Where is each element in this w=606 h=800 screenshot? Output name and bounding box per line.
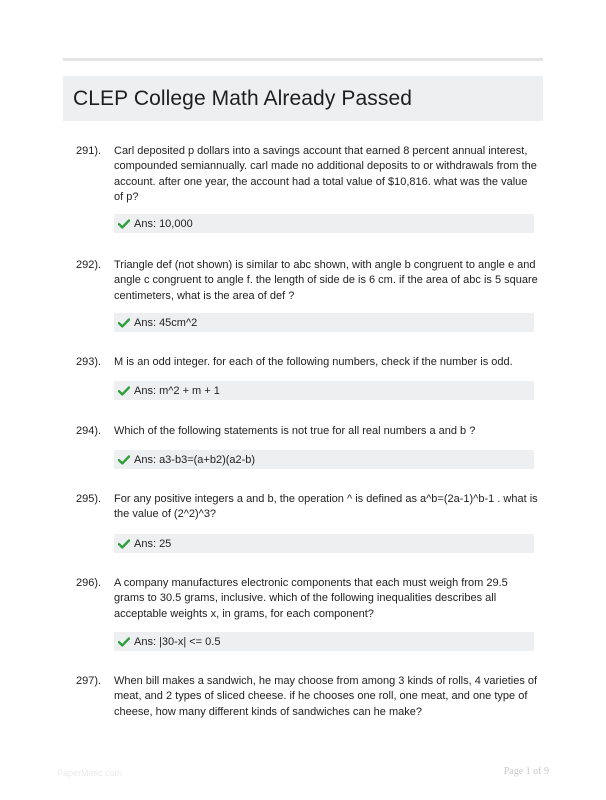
answer-box xyxy=(114,214,534,233)
answer-text: Ans: a3-b3=(a+b2)(a2-b) xyxy=(134,453,256,466)
answer-text: Ans: 10,000 xyxy=(134,217,193,230)
question-number: 295). xyxy=(76,493,102,505)
question-text: Which of the following statements is not true for all real numbers a and b ? xyxy=(114,425,476,437)
question-text: A company manufactures electronic components that each must weigh from 29.5 grams to 30.5 grams, inclusive. which of the following inequalities describes all acceptable weights x, in grams, for each component? xyxy=(114,577,508,620)
question-text: For any positive integers a and b, the operation ^ is defined as a^b=(2a-1)^b-1 . what is the value of (2^2)^3? xyxy=(114,493,538,521)
answer-text: Ans: |30-x| <= 0.5 xyxy=(134,635,221,648)
check-icon xyxy=(118,386,130,396)
answer-box xyxy=(114,450,534,469)
check-icon xyxy=(118,455,130,465)
question-number: 296). xyxy=(76,577,102,589)
check-icon xyxy=(118,539,130,549)
question-text: M is an odd integer. for each of the following numbers, check if the number is odd. xyxy=(114,356,513,368)
title-bar xyxy=(63,76,543,121)
answer-text: Ans: 25 xyxy=(134,537,172,550)
question-text: When bill makes a sandwich, he may choose from among 3 kinds of rolls, 4 varieties of meat, and 2 types of sliced cheese. if he chooses one roll, one meat, and one type of cheese, how many different kinds of sandwiches can he make? xyxy=(114,675,538,718)
answer-text: Ans: 45cm^2 xyxy=(134,316,198,329)
footer-site-watermark: PaperMetic.com xyxy=(57,768,123,778)
question-text: Triangle def (not shown) is similar to abc shown, with angle b congruent to angle e and angle c congruent to angle f. the length of side de is 6 cm. if the area of abc is 5 square centimeters, what is the area of def ? xyxy=(114,259,538,302)
answer-box xyxy=(114,381,534,400)
page-indicator: Page 1 of 9 xyxy=(503,766,549,777)
check-icon xyxy=(118,219,130,229)
answer-text: Ans: m^2 + m + 1 xyxy=(134,384,220,397)
question-number: 292). xyxy=(76,259,102,271)
question-number: 297). xyxy=(76,675,102,687)
top-divider xyxy=(63,58,543,61)
question-number: 291). xyxy=(76,145,102,157)
question-number: 293). xyxy=(76,356,102,368)
question-text: Carl deposited p dollars into a savings account that earned 8 percent annual interest, compounded semiannually. carl made no additional deposits to or withdrawals from the account. after one year, the account had a total value of $10,816. what was the value of p? xyxy=(114,145,537,204)
page-title: CLEP College Math Already Passed xyxy=(73,86,413,110)
answer-box xyxy=(114,534,534,553)
question-number: 294). xyxy=(76,425,102,437)
answer-box xyxy=(114,632,534,651)
answer-box xyxy=(114,313,534,332)
check-icon xyxy=(118,318,130,328)
check-icon xyxy=(118,637,130,647)
